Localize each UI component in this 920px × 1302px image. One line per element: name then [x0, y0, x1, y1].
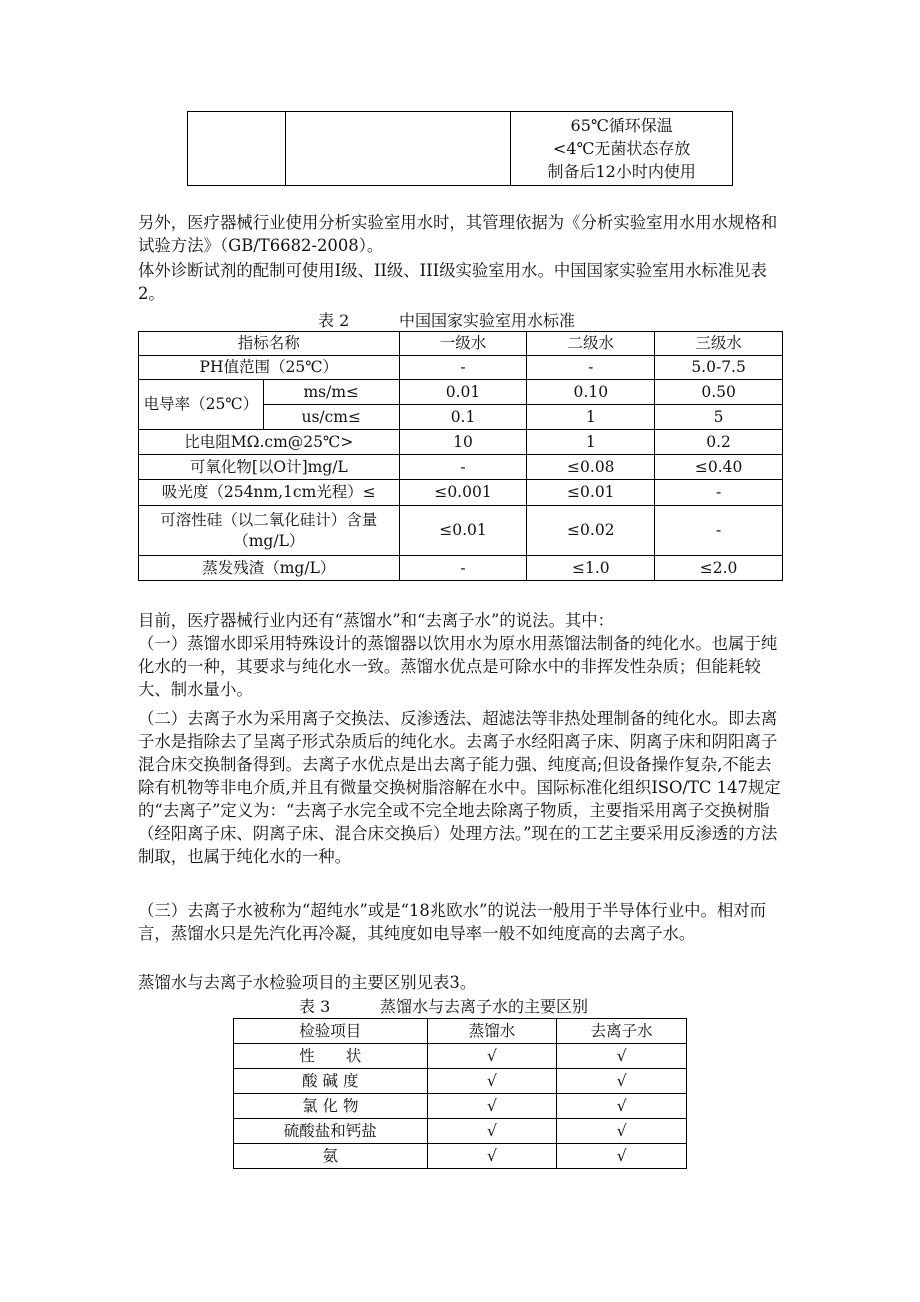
- table3-caption-title: 蒸馏水与去离子水的主要区别: [380, 997, 589, 1016]
- table3-caption-number: 表 3: [299, 997, 331, 1016]
- table2-cell: 0.1: [399, 405, 527, 430]
- table2-cell: 0.10: [527, 380, 655, 405]
- table2-cell: ≤0.40: [655, 455, 783, 480]
- check-icon: √: [427, 1144, 557, 1169]
- table2-row-name-line1: 可溶性硅（以二氧化硅计）含量: [160, 511, 378, 530]
- table3-row-item: 氯 化 物: [234, 1094, 428, 1119]
- table2-header-name: 指标名称: [139, 332, 400, 356]
- table2-cell: 1: [527, 430, 655, 455]
- table2-cell: -: [655, 480, 783, 506]
- storage-line-1: 65℃循环保温: [570, 116, 673, 135]
- table2-water-standard: [138, 331, 783, 581]
- table2-cell: ≤0.01: [399, 506, 527, 556]
- check-icon: √: [557, 1044, 687, 1069]
- check-icon: √: [427, 1094, 557, 1119]
- table2-cell: -: [527, 356, 655, 380]
- check-icon: √: [427, 1119, 557, 1144]
- table2-header-grade3: 三级水: [655, 332, 783, 356]
- table2-header-row: [139, 332, 783, 356]
- paragraph-water-grades: 体外诊断试剂的配制可使用Ⅰ级、II级、III级实验室用水。中国国家实验室用水标准见表2。: [138, 261, 767, 303]
- table2-row: [139, 506, 783, 556]
- table3-header-distilled: 蒸馏水: [427, 1019, 557, 1044]
- table3-header-deionized: 去离子水: [557, 1019, 687, 1044]
- table2-caption-title: 中国国家实验室用水标准: [399, 311, 576, 330]
- table3-row: [234, 1144, 687, 1169]
- table3-header-row: [234, 1019, 687, 1044]
- top-table-cell-storage: [511, 112, 733, 186]
- table2-cell: 0.50: [655, 380, 783, 405]
- table2-cell: 0.2: [655, 430, 783, 455]
- table2-row: [139, 430, 783, 455]
- check-icon: √: [557, 1069, 687, 1094]
- table2-row: [139, 556, 783, 581]
- table2-cell: ≤0.08: [527, 455, 655, 480]
- table2-row-name: 可氧化物[以O计]mg/L: [139, 455, 400, 480]
- paragraph-ultrapure-water: （三）去离子水被称为“超纯水”或是“18兆欧水”的说法一般用于半导体行业中。相对而言，蒸馏水只是先汽化再冷凝，其纯度如电导率一般不如纯度高的去离子水。: [138, 901, 767, 943]
- table2-row-name: 吸光度（254nm,1cm光程）≤: [139, 480, 400, 506]
- check-icon: √: [557, 1144, 687, 1169]
- check-icon: √: [427, 1044, 557, 1069]
- table3-row: [234, 1044, 687, 1069]
- check-icon: √: [557, 1119, 687, 1144]
- storage-line-3: 制备后12小时内使用: [547, 162, 696, 181]
- paragraph-deionized-water: （二）去离子水为采用离子交换法、反渗透法、超滤法等非热处理制备的纯化水。即去离子水是指除去了呈离子形式杂质后的纯化水。去离子水经阳离子床、阴离子床和阴阳离子混合床交换制备得到。去离子水优点是出去离子能力强、纯度高;但设备操作复杂,不能去除有机物等非电介质,并且有微量交换树脂溶解在水中。国际标准化组织ISO/TC 147规定的“去离子”定义为：“去离子水完全或不完全地去除离子物质，主要指采用离子交换树脂（经阳离子床、阴离子床、混合床交换后）处理方法。”现在的工艺主要采用反渗透的方法制取，也属于纯化水的一种。: [138, 709, 781, 866]
- table3-row-item: 酸 碱 度: [234, 1069, 428, 1094]
- table2-cell: 1: [527, 405, 655, 430]
- table3-row-item: 氨: [234, 1144, 428, 1169]
- table2-cell: -: [399, 455, 527, 480]
- table3-difference: [233, 1018, 687, 1169]
- table2-header-grade1: 一级水: [399, 332, 527, 356]
- table2-cell: 0.01: [399, 380, 527, 405]
- table2-caption-number: 表 2: [318, 311, 350, 330]
- top-table-cell-empty-2: [285, 112, 511, 186]
- paragraph-terms-intro: 目前，医疗器械行业内还有“蒸馏水”和“去离子水”的说法。其中：: [138, 611, 615, 630]
- table3-row-item: 硫酸盐和钙盐: [234, 1119, 428, 1144]
- table2-cell: ≤0.01: [527, 480, 655, 506]
- table3-row-item: 性 状: [234, 1044, 428, 1069]
- storage-line-2: <4℃无菌状态存放: [552, 139, 691, 158]
- table3-row: [234, 1069, 687, 1094]
- table2-row: [139, 380, 783, 405]
- table2-row-name: 蒸发残渣（mg/L）: [139, 556, 400, 581]
- table2-cell: -: [399, 556, 527, 581]
- table2-row-subname: ms/m≤: [263, 380, 399, 405]
- table2-row: [139, 455, 783, 480]
- table2-cell: 5: [655, 405, 783, 430]
- table2-row-name-line2: （mg/L）: [233, 531, 305, 550]
- table3-row: [234, 1119, 687, 1144]
- table2-cell: ≤1.0: [527, 556, 655, 581]
- table2-row-subname: us/cm≤: [263, 405, 399, 430]
- table2-cell: -: [655, 506, 783, 556]
- paragraph-table3-reference: 蒸馏水与去离子水检验项目的主要区别见表3。: [138, 973, 477, 992]
- table2-cell: ≤0.02: [527, 506, 655, 556]
- table2-cell: 10: [399, 430, 527, 455]
- table2-cell: -: [399, 356, 527, 380]
- paragraph-management-basis: 另外，医疗器械行业使用分析实验室用水时，其管理依据为《分析实验室用水用水规格和试验方法》（GB/T6682-2008）。: [138, 213, 778, 255]
- table2-row-name: PH值范围（25℃）: [139, 356, 400, 380]
- table3-header-item: 检验项目: [234, 1019, 428, 1044]
- table2-row-name: [139, 506, 400, 556]
- check-icon: √: [557, 1094, 687, 1119]
- table2-row-group-conductivity: 电导率（25℃）: [139, 380, 264, 430]
- table2-cell: ≤2.0: [655, 556, 783, 581]
- check-icon: √: [427, 1069, 557, 1094]
- paragraph-distilled-water: （一）蒸馏水即采用特殊设计的蒸馏器以饮用水为原水用蒸馏法制备的纯化水。也属于纯化水的一种，其要求与纯化水一致。蒸馏水优点是可除水中的非挥发性杂质；但能耗较大、制水量小。: [138, 634, 778, 699]
- top-table-cell-empty-1: [188, 112, 286, 186]
- table2-row-name: 比电阻MΩ.cm@25℃>: [139, 430, 400, 455]
- table2-cell: 5.0-7.5: [655, 356, 783, 380]
- table3-row: [234, 1094, 687, 1119]
- table2-row: [139, 480, 783, 506]
- table2-row: [139, 356, 783, 380]
- table2-header-grade2: 二级水: [527, 332, 655, 356]
- top-table: [187, 111, 733, 186]
- table2-cell: ≤0.001: [399, 480, 527, 506]
